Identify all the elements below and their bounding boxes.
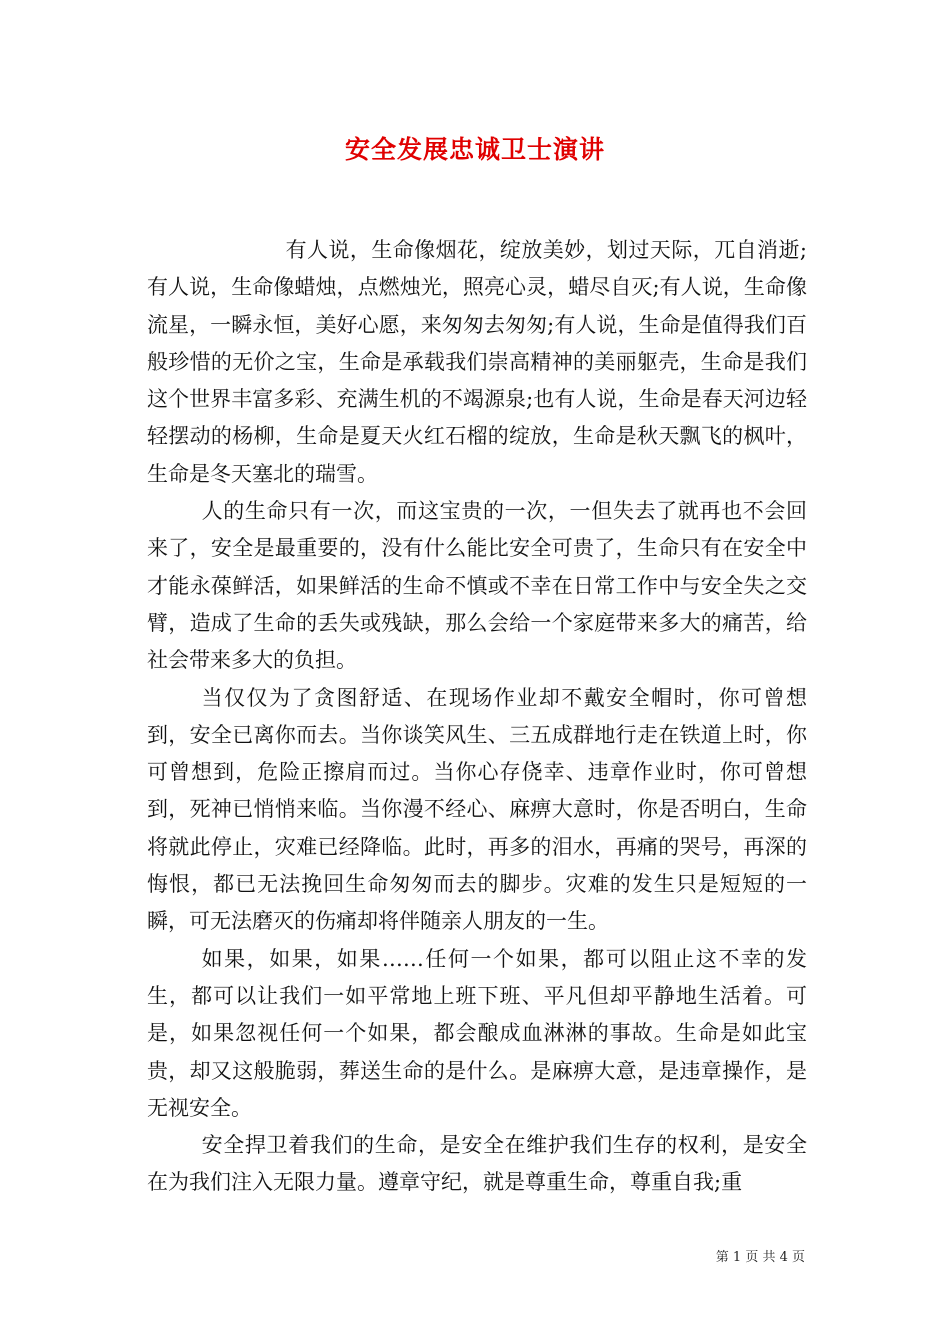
paragraph: 有人说，生命像烟花，绽放美妙，划过天际，兀自消逝;有人说，生命像蜡烛，点燃烛光，照亮心灵，蜡尽自灭;有人说，生命像流星，一瞬永恒，美好心愿，来匆匆去匆匆;有人说，生命是值得我们百般珍惜的无价之宝，生命是承载我们崇高精神的美丽躯壳，生命是我们这个世界丰富多彩、充满生机的不竭源泉;也有人说，生命是春天河边轻轻摆动的杨柳，生命是夏天火红石榴的绽放，生命是秋天飘飞的枫叶，生命是冬天塞北的瑞雪。 — [147, 238, 807, 486]
paragraph: 人的生命只有一次，而这宝贵的一次，一但失去了就再也不会回来了，安全是最重要的，没有什么能比安全可贵了，生命只有在安全中才能永葆鲜活，如果鲜活的生命不慎或不幸在日常工作中与安全失之交臂，造成了生命的丢失或残缺，那么会给一个家庭带来多大的痛苦，给社会带来多大的负担。 — [147, 499, 807, 673]
paragraph: 如果，如果，如果……任何一个如果，都可以阻止这不幸的发生，都可以让我们一如平常地上班下班、平凡但却平静地生活着。可是，如果忽视任何一个如果，都会酿成血淋淋的事故。生命是如此宝贵，却又这般脆弱，葬送生命的是什么。是麻痹大意，是违章操作，是无视安全。 — [147, 946, 807, 1120]
page-number: 第 1 页 共 4 页 — [715, 1250, 805, 1265]
paragraph: 当仅仅为了贪图舒适、在现场作业却不戴安全帽时，你可曾想到，安全已离你而去。当你谈笑风生、三五成群地行走在铁道上时，你可曾想到，危险正擦肩而过。当你心存侥幸、违章作业时，你可曾想到，死神已悄悄来临。当你漫不经心、麻痹大意时，你是否明白，生命将就此停止，灾难已经降临。此时，再多的泪水，再痛的哭号，再深的悔恨，都已无法挽回生命匆匆而去的脚步。灾难的发生只是短短的一瞬，可无法磨灭的伤痛却将伴随亲人朋友的一生。 — [147, 685, 807, 934]
paragraph: 安全捍卫着我们的生命，是安全在维护我们生存的权利，是安全在为我们注入无限力量。遵章守纪，就是尊重生命，尊重自我;重 — [147, 1133, 807, 1195]
document-title: 安全发展忠诚卫士演讲 — [344, 135, 605, 164]
document-body — [147, 232, 807, 1202]
